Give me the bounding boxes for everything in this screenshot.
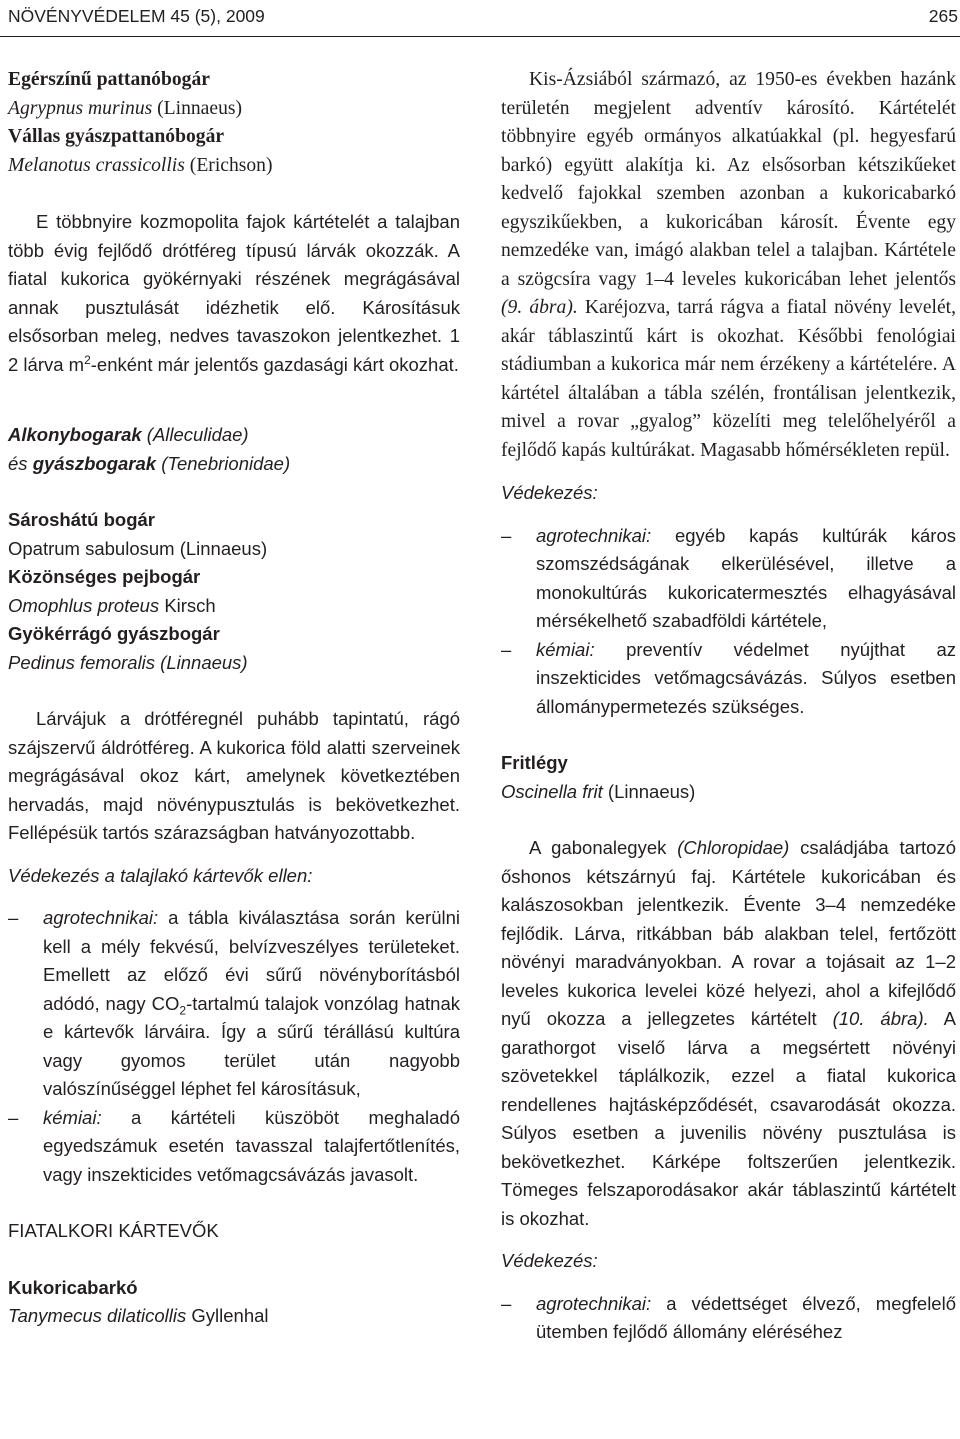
species-name: Egérszínű pattanóbogár <box>8 69 210 90</box>
section-title: FIATALKORI KÁRTEVŐK <box>8 1220 219 1241</box>
family-heading: Alkonybogarak (Alleculidae) <box>8 424 249 445</box>
list-item: – agrotechnikai: a védettséget élvező, megfelelő ütemben fejlődő állomány eléréséhez <box>501 1292 956 1342</box>
list-item: – agrotechnikai: a tábla kiválasztása során kerülni kell a mély fekvésű, belvízveszélyes területeket. Emellett az előző évi sűrű növényborításból adódó, nagy $CO_2$-tartalmú talajok vonzólag hatnak e kártevők lárváira. Így a sűrű térállású kultúra vagy gyomos terület után nagyobb valószínűséggel léphet fel károsításuk, <box>8 907 461 1099</box>
body-paragraph: A gabonalegyek (Chloropidae) családjába tartozó őshonos kétszárnyú faj. Kártétele kukoricában és kalászosokban jelentkezik. Évente 3–4 nemzedéke fejlődik. Lárva, ritkábban báb alakban telel, fertőzött növényi maradványokban. A rovar a tojásait az 1–2 leveles kukorica levelei közé helyezi, ahol a kifejlődő nyű okozza a jellegzetes kártételt (10. ábra). A garathorgot viselő lárva a megsértett növényi szövetekkel táplálkozik, ezzel a fiatal kukorica rendellenes hajtásképződését, csavarodását okozza. Súlyos esetben a juvenilis növény pusztulása is bekövetkezhet. Kárképe foltszerűen jelentkezik. Tömeges felszaporodásakor akár táblaszintű kártételt is okozhat. <box>501 837 957 1229</box>
species-name: Közönséges pejbogár <box>8 566 201 587</box>
species-name: Sároshátú bogár <box>8 509 155 530</box>
protection-list <box>8 904 460 1189</box>
species-latin: Agrypnus murinus (Linnaeus) <box>8 97 243 119</box>
page-header <box>8 3 958 29</box>
protection-heading: Védekezés: <box>501 1250 598 1271</box>
family-heading: és gyászbogarak (Tenebrionidae) <box>8 452 291 474</box>
species-latin: Melanotus crassicollis (Erichson) <box>8 154 273 176</box>
species-latin: Pedinus femoralis (Linnaeus) <box>8 651 248 673</box>
list-item: – agrotechnikai: egyéb kapás kultúrák káros szomszédságának elkerülésével, illetve a monokultúrás kukoricatermesztés elhagyásával mérsékelhető szabadföldi kártétele, <box>501 524 956 631</box>
species-name: Kukoricabarkó <box>8 1276 138 1298</box>
protection-heading: Védekezés: <box>501 482 598 503</box>
right-column <box>501 66 956 1347</box>
species-name: Gyökérrágó gyászbogár <box>8 623 220 644</box>
list-item: – kémiai: preventív védelmet nyújthat az inszekticides vetőmagcsávázás. Súlyos esetben állománypermetezés szükséges. <box>501 638 957 717</box>
body-paragraph: E többnyire kozmopolita fajok kártételét a talajban több évig fejlődő drótféreg típusú lárvák okozzák. A fiatal kukorica gyökérnyaki részének megrágásával annak pusztulását idézhetik elő. Károsításuk elsősorban meleg, nedves tavaszokon jelentkezhet. 1 2 lárva $m^2$-enként már jelentős gazdasági kárt okozhat. <box>8 211 460 375</box>
journal-title: NÖVÉNYVÉDELEM 45 (5), 2009 <box>8 6 265 26</box>
species-latin: Opatrum sabulosum (Linnaeus) <box>8 537 268 559</box>
header-rule <box>0 36 960 37</box>
protection-list <box>501 1290 956 1347</box>
protection-heading: Védekezés a talajlakó kártevők ellen: <box>8 864 313 886</box>
species-latin: Tanymecus dilaticollis Gyllenhal <box>8 1305 269 1326</box>
protection-list <box>501 522 956 722</box>
list-item: – kémiai: a kártételi küszöböt meghaladó egyedszámuk esetén tavasszal talajfertőtlenítés, vagy inszekticides vetőmagcsávázás javasolt. <box>8 1106 460 1185</box>
species-latin: Oscinella frit (Linnaeus) <box>501 780 696 802</box>
species-latin: Omophlus proteus Kirsch <box>8 594 216 616</box>
page-number: 265 <box>928 6 958 26</box>
species-name: Vállas gyászpattanóbogár <box>8 126 225 147</box>
left-column <box>8 66 460 1331</box>
species-name: Fritlégy <box>501 752 568 773</box>
body-paragraph: Lárvájuk a drótféregnél puhább tapintatú, rágó szájszervű áldrótféreg. A kukorica föld alatti szerveinek megrágásával okoz kárt, amelynek következtében hervadás, majd növénypusztulás is bekövetkezhet. Fellépésük tartós szárazságban hatványozottabb. <box>8 708 460 843</box>
body-paragraph: Kis-Ázsiából származó, az 1950-es években hazánk területén megjelent adventív károsító. Kártételét többnyire egyéb ormányos alkatúakkal (pl. hegyesfarú barkó) együtt alakítja ki. Az elsősorban kétszikűeket kedvelő fajokkal szemben azonban a kukoricabarkó egyszikűekben, a kukoricában károsít. Évente egy nemzedéke van, imágó alakban telel a talajban. Kártétele a szögcsíra vagy 1–4 leveles kukoricában lehet jelentős (9. ábra). Karéjozva, tarrá rágva a fiatal növény levelét, akár táblaszintű kárt is okozhat. Későbbi fenológiai stádiumban a kukorica már nem érzékeny a kártételére. A kártétel általában a tábla szélén, frontálisan jelentkezik, mivel a rovar „gyalog” közelíti meg telelőhelyéről a fejlődő kapás kultúrákat. Magasabb hőmérsékleten repül. <box>501 69 957 461</box>
